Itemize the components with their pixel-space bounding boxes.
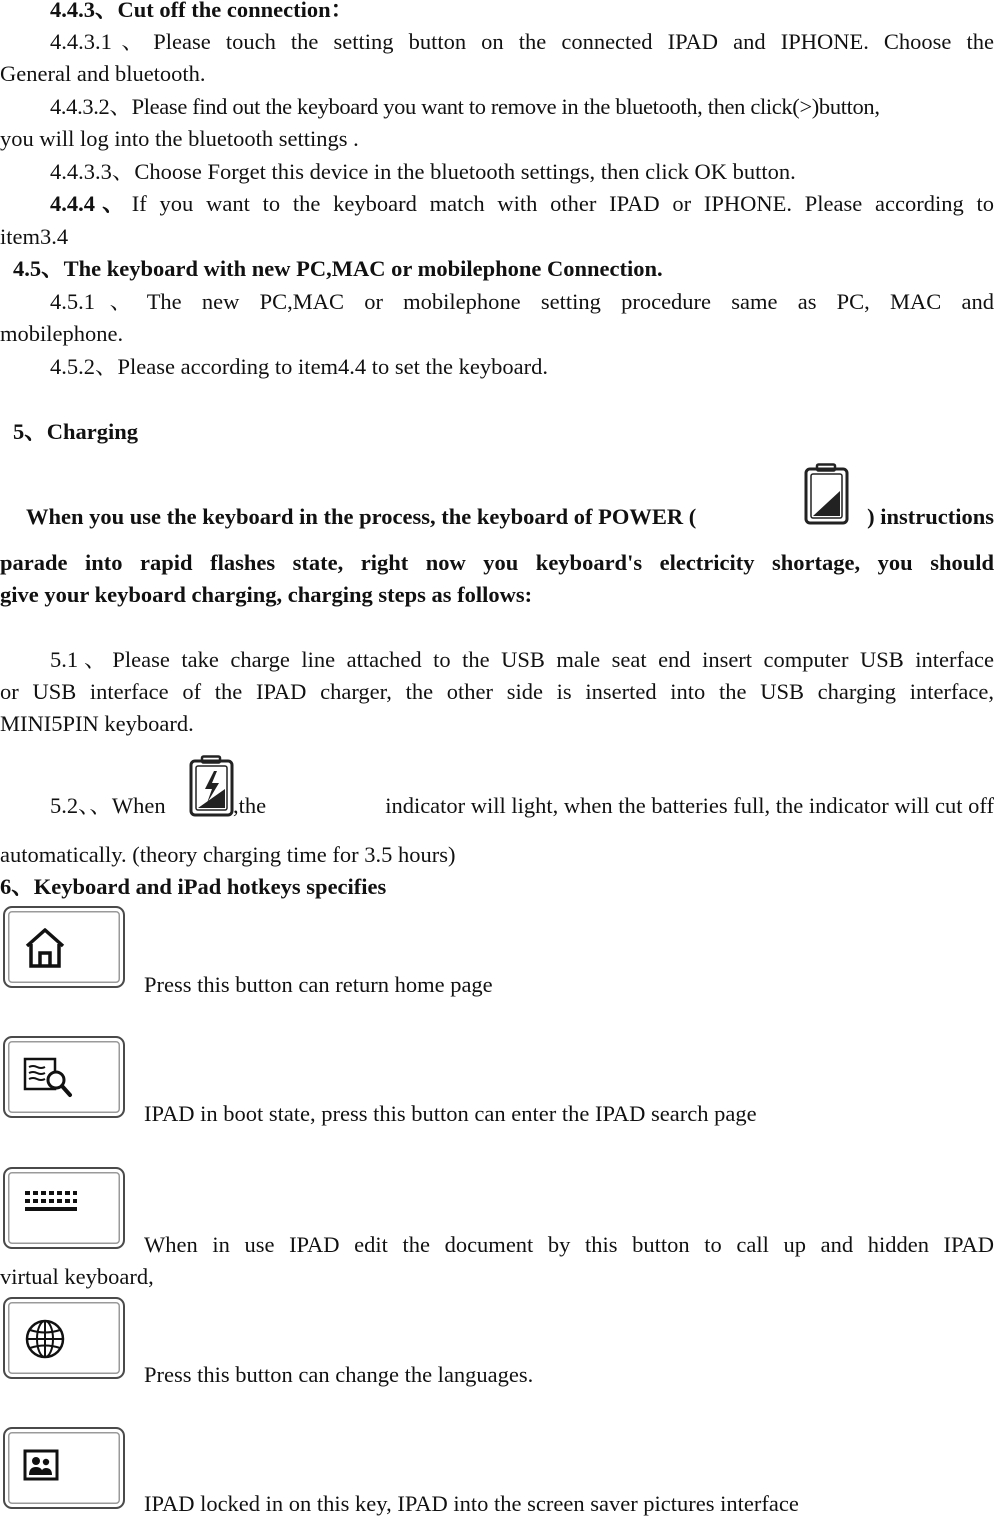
charging-intro-line1-start: When you use the keyboard in the process, the keyboard of POWER ( [26, 504, 697, 529]
para-4-4-3-2-line1: 4.4.3.2、Please find out the keyboard you want to remove in the bluetooth, then click(>)button, [50, 94, 880, 119]
para-4-4-3-3: 4.4.3.3、Choose Forget this device in the bluetooth settings, then click OK button. [50, 159, 796, 184]
search-icon [23, 1056, 75, 1100]
keyboard-key-description-line2: virtual keyboard, [0, 1264, 154, 1289]
heading-charging: 5、Charging [13, 419, 139, 444]
lock-screen-icon [23, 1447, 67, 1487]
keyboard-icon [23, 1187, 79, 1223]
para-4-4-3-2-line2: you will log into the bluetooth settings . [0, 126, 359, 151]
charging-intro-line1-end: ) instructions [867, 504, 994, 529]
para-4-4-4-text: If you want to the keyboard match with other IPAD or IPHONE. Please according to [131, 191, 994, 216]
keyboard-keycap [3, 1167, 125, 1249]
para-5-1-line2: or USB interface of the IPAD charger, the other side is inserted into the USB charging interface, [0, 679, 994, 704]
globe-keycap [3, 1297, 125, 1379]
para-5-2-line2: automatically. (theory charging time for 3.5 hours) [0, 842, 456, 867]
para-4-5-1-line2: mobilephone. [0, 321, 124, 346]
para-4-4-4-line2: item3.4 [0, 224, 69, 249]
para-4-4-3-1-line1: 4.4.3.1、Please touch the setting button on the connected IPAD and IPHONE. Choose the [50, 29, 994, 54]
lock-screen-keycap [3, 1427, 125, 1509]
para-5-1-line1: 5.1、Please take charge line attached to the USB male seat end insert computer USB interface [50, 647, 994, 672]
para-5-2-start: 5.2、、When [50, 793, 166, 818]
power-battery-icon [803, 463, 851, 531]
para-5-2-rest: indicator will light, when the batteries full, the indicator will cut off [385, 793, 994, 818]
para-4-5-1-line1: 4.5.1、The new PC,MAC or mobilephone setting procedure same as PC, MAC and [50, 289, 994, 314]
para-4-4-4-number: 4.4.4、 [50, 191, 132, 216]
para-4-5-2: 4.5.2、Please according to item4.4 to set the keyboard. [50, 354, 548, 379]
search-key-description: IPAD in boot state, press this button can enter the IPAD search page [144, 1101, 757, 1126]
lock-screen-key-description: IPAD locked in on this key, IPAD into the screen saver pictures interface [144, 1491, 799, 1516]
heading-4-5: 4.5、The keyboard with new PC,MAC or mobilephone Connection. [13, 256, 663, 281]
globe-key-description: Press this button can change the languages. [144, 1362, 534, 1387]
heading-4-4-3: 4.4.3、Cut off the connection： [50, 0, 354, 22]
keyboard-key-description-line1: When in use IPAD edit the document by this button to call up and hidden IPAD [144, 1232, 994, 1257]
para-5-2-the: ,the [233, 793, 267, 818]
home-icon [23, 926, 67, 970]
search-keycap [3, 1036, 125, 1118]
charging-battery-icon [188, 755, 236, 823]
charging-intro-line2: parade into rapid flashes state, right now you keyboard's electricity shortage, you should [0, 550, 994, 575]
globe-icon [23, 1317, 67, 1361]
home-key-description: Press this button can return home page [144, 972, 493, 997]
para-4-4-3-1-line2: General and bluetooth. [0, 61, 206, 86]
home-keycap [3, 906, 125, 988]
charging-intro-line3: give your keyboard charging, charging steps as follows: [0, 582, 533, 607]
heading-hotkeys: 6、Keyboard and iPad hotkeys specifies [0, 874, 387, 899]
para-4-4-4-line1 [50, 191, 994, 217]
para-5-1-line3: MINI5PIN keyboard. [0, 711, 194, 736]
